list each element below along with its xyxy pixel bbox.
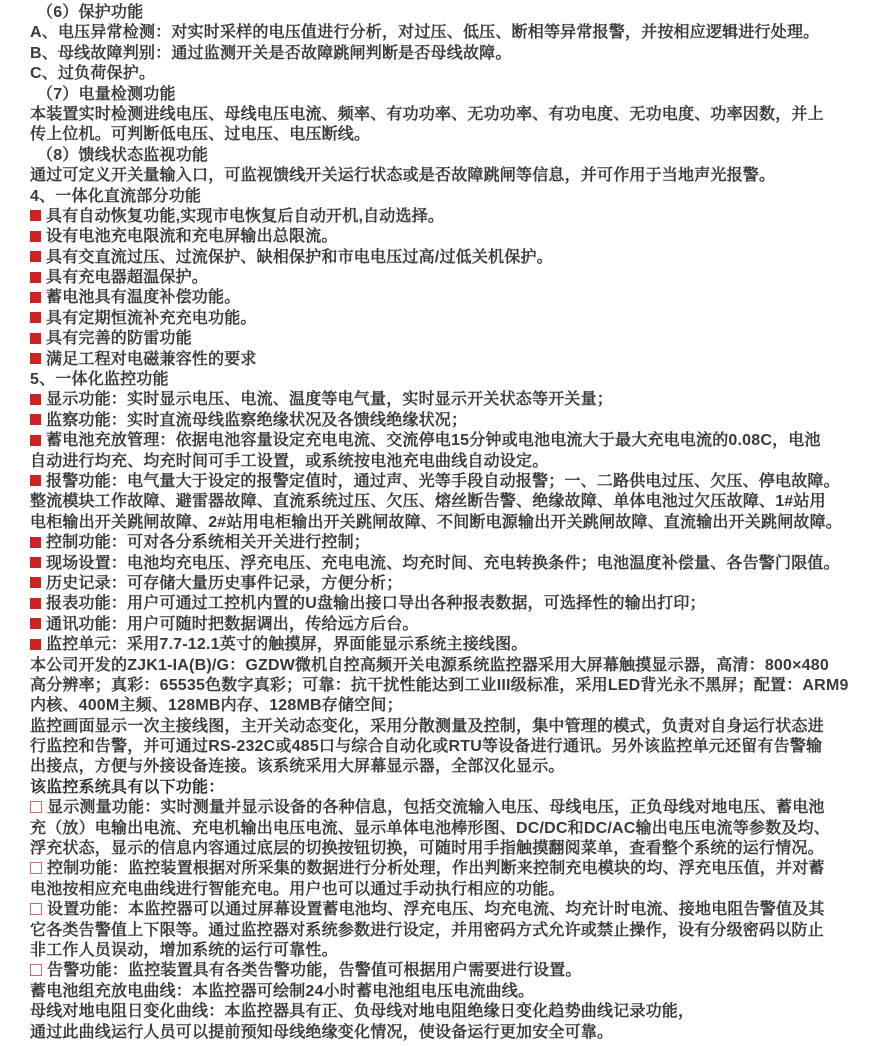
line-text: 通过此曲线运行人员可以提前预知母线绝缘变化情况，使设备运行更加安全可靠。 (30, 1023, 614, 1041)
text-line (30, 554, 865, 574)
text-line (30, 411, 865, 431)
text-line (30, 309, 865, 329)
line-text: 监控画面显示一次主接线图，主开关动态变化，采用分散测量及控制，集中管理的模式，负责对自身运行状态进 (30, 717, 824, 735)
line-text: 自动进行均充、均充时间可手工设置，或系统按电池充电曲线自动设定。 (30, 452, 549, 470)
line-text: （6）保护功能 (37, 4, 144, 21)
filled-square-bullet-icon (30, 435, 41, 446)
text-line (30, 656, 865, 676)
line-text: （8）馈线状态监视功能 (37, 146, 209, 164)
line-text: 电池按相应充电曲线进行智能充电。用户也可以通过手动执行相应的功能。 (30, 880, 565, 898)
text-line (30, 533, 865, 553)
text-line (30, 717, 865, 737)
line-text: 行监控和告警，并可通过RS-232C或485口与综合自动化或RTU等设备进行通讯。另外该监控单元还留有告警输 (30, 738, 823, 756)
filled-square-bullet-icon (30, 394, 41, 405)
line-text: 具有完善的防雷功能 (46, 330, 192, 348)
text-line (30, 166, 865, 186)
text-line (30, 574, 865, 594)
line-text: 控制功能：可对各分系统相关开关进行控制； (46, 534, 371, 552)
hollow-square-bullet-icon (30, 903, 42, 915)
filled-square-bullet-icon (30, 353, 41, 364)
text-line (30, 778, 865, 798)
text-line (30, 146, 865, 166)
line-text: 历史记录：可存储大量历史事件记录，方便分析； (46, 574, 403, 592)
filled-square-bullet-icon (30, 475, 41, 486)
line-text: 整流模块工作故障、避雷器故障、直流系统过压、欠压、熔丝断告警、绝缘故障、单体电池过欠压故障、1#站用 (30, 493, 826, 511)
line-text: 显示测量功能：实时测量并显示设备的各种信息，包括交流输入电压、母线电压，正负母线对地电压、蓄电池 (47, 799, 825, 817)
text-line (30, 615, 865, 635)
hollow-square-bullet-icon (30, 862, 42, 874)
line-text: 具有定期恒流补充充电功能。 (46, 309, 257, 327)
text-line (30, 1002, 865, 1022)
line-text: 4、一体化直流部分功能 (30, 187, 202, 205)
filled-square-bullet-icon (30, 312, 41, 323)
filled-square-bullet-icon (30, 292, 41, 303)
filled-square-bullet-icon (30, 598, 41, 609)
text-line (30, 390, 865, 410)
text-line (30, 594, 865, 614)
line-text: 设置功能：本监控器可以通过屏幕设置蓄电池均、浮充电压、均充电流、均充计时电流、接地电阻告警值及其 (47, 901, 825, 919)
line-text: 满足工程对电磁兼容性的要求 (46, 350, 257, 368)
line-text: 本公司开发的ZJK1-IA(B)/G：GZDW微机自控高频开关电源系统监控器采用大屏幕触摸显示器，高清：800×480 (30, 656, 829, 674)
text-line (30, 288, 865, 308)
line-text: 出接点，方便与外接设备连接。该系统采用大屏幕显示器，全部汉化显示。 (30, 758, 565, 776)
text-line (30, 370, 865, 390)
line-text: 告警功能：监控装置具有各类告警功能，告警值可根据用户需要进行设置。 (47, 962, 582, 980)
text-line (30, 207, 865, 227)
text-line (30, 859, 865, 879)
line-text: 该监控系统具有以下功能： (30, 778, 225, 796)
hollow-square-bullet-icon (30, 801, 42, 813)
filled-square-bullet-icon (30, 639, 41, 650)
text-line (30, 23, 865, 43)
filled-square-bullet-icon (30, 577, 41, 588)
text-line (30, 105, 865, 125)
text-line (30, 44, 865, 64)
text-line (30, 1023, 865, 1043)
line-text: 具有充电器超温保护。 (46, 269, 209, 287)
text-line (30, 676, 865, 696)
hollow-square-bullet-icon (30, 964, 42, 976)
filled-square-bullet-icon (30, 333, 41, 344)
text-line (30, 839, 865, 859)
text-line (30, 900, 865, 920)
filled-square-bullet-icon (30, 557, 41, 568)
text-line (30, 187, 865, 207)
text-line (30, 350, 865, 370)
line-text: 浮充状态，显示的信息内容通过底层的切换按钮切换，可随时用手指触摸翻阅菜单，查看整个系统的运行情况。 (30, 840, 824, 858)
line-text: 非工作人员误动，增加系统的运行可靠性。 (30, 941, 338, 959)
text-line (30, 757, 865, 777)
text-line (30, 492, 865, 512)
text-line (30, 329, 865, 349)
filled-square-bullet-icon (30, 414, 41, 425)
text-line (30, 513, 865, 533)
line-text: 蓄电池具有温度补偿功能。 (46, 289, 241, 307)
text-line (30, 227, 865, 247)
text-line (30, 248, 865, 268)
line-text: 监察功能：实时直流母线监察绝缘状况及各馈线绝缘状况； (46, 411, 468, 429)
text-line (30, 85, 865, 105)
text-line (30, 635, 865, 655)
line-text: 设有电池充电限流和充电屏输出总限流。 (46, 228, 338, 246)
line-text: 报警功能：电气量大于设定的报警定值时，通过声、光等手段自动报警；一、二路供电过压、欠压、停电故障。 (46, 472, 840, 490)
text-line (30, 880, 865, 900)
line-text: 5、一体化监控功能 (30, 371, 169, 389)
line-text: 报表功能：用户可通过工控机内置的U盘输出接口导出各种报表数据，可选择性的输出打印； (46, 595, 706, 613)
text-line (30, 798, 865, 818)
line-text: 现场设置：电池均充电压、浮充电压、充电电流、均充时间、充电转换条件；电池温度补偿量、各告警门限值。 (46, 554, 840, 572)
line-text: 蓄电池组充放电曲线：本监控器可绘制24小时蓄电池组电压电流曲线。 (30, 982, 535, 1000)
line-text: A、电压异常检测：对实时采样的电压值进行分析，对过压、低压、断相等异常报警，并按相应逻辑进行处理。 (30, 24, 820, 42)
filled-square-bullet-icon (30, 272, 41, 283)
line-text: 具有自动恢复功能,实现市电恢复后自动开机,自动选择。 (46, 207, 445, 225)
line-text: 传上位机。可判断低电压、过电压、电压断线。 (30, 126, 371, 144)
filled-square-bullet-icon (30, 618, 41, 629)
text-line (30, 64, 865, 84)
line-text: 蓄电池充放管理：依据电池容量设定充电电流、交流停电15分钟或电池电流大于最大充电电流的0.08C，电池 (46, 432, 821, 450)
line-text: 通讯功能：用户可随时把数据调出，传给远方后台。 (46, 615, 419, 633)
text-line (30, 921, 865, 941)
text-line (30, 268, 865, 288)
filled-square-bullet-icon (30, 251, 41, 262)
line-text: 具有交直流过压、过流保护、缺相保护和市电电压过高/过低关机保护。 (46, 248, 553, 266)
text-line (30, 472, 865, 492)
filled-square-bullet-icon (30, 231, 41, 242)
text-line (30, 941, 865, 961)
line-text: 电柜输出开关跳闸故障、2#站用电柜输出开关跳闸故障、不间断电源输出开关跳闸故障、直流输出开关跳闸故障。 (30, 513, 842, 531)
filled-square-bullet-icon (30, 210, 41, 221)
line-text: 它各类告警值上下限等。通过监控器对系统参数进行设定，并用密码方式允许或禁止操作，设有分级密码以防止 (30, 921, 824, 939)
text-line (30, 431, 865, 451)
text-line (30, 982, 865, 1002)
text-line (30, 737, 865, 757)
line-text: B、母线故障判别：通过监测开关是否故障跳闸判断是否母线故障。 (30, 44, 512, 62)
line-text: 通过可定义开关量输入口，可监视馈线开关运行状态或是否故障跳闸等信息，并可作用于当地声光报警。 (30, 167, 776, 185)
line-text: 充（放）电输出电流、充电机输出电压电流、显示单体电池棒形图、DC/DC和DC/AC输出电压电流等参数及均、 (30, 819, 830, 837)
line-text: 本装置实时检测进线电压、母线电压电流、频率、有功功率、无功功率、有功电度、无功电度、功率因数，并上 (30, 105, 824, 123)
line-text: 母线对地电阻日变化曲线：本监控器具有正、负母线对地电阻绝缘日变化趋势曲线记录功能， (30, 1003, 695, 1021)
text-line (30, 3, 865, 23)
text-line (30, 452, 865, 472)
line-text: 监控单元：采用7.7-12.1英寸的触摸屏，界面能显示系统主接线图。 (46, 636, 528, 654)
text-line (30, 819, 865, 839)
line-text: 内核、400M主频、128MB内存、128MB存储空间； (30, 697, 403, 715)
line-text: 高分辨率；真彩：65535色数字真彩；可靠：抗干扰性能达到工业III级标准，采用LED背光永不黑屏；配置：ARM9 (30, 676, 849, 694)
filled-square-bullet-icon (30, 537, 41, 548)
text-line (30, 696, 865, 716)
line-text: （7）电量检测功能 (37, 85, 176, 103)
text-line (30, 125, 865, 145)
line-text: C、过负荷保护。 (30, 65, 156, 83)
text-line (30, 961, 865, 981)
line-text: 控制功能：监控装置根据对所采集的数据进行分析处理，作出判断来控制充电模块的均、浮充电压值，并对蓄 (47, 860, 825, 878)
line-text: 显示功能：实时显示电压、电流、温度等电气量，实时显示开关状态等开关量； (46, 391, 614, 409)
